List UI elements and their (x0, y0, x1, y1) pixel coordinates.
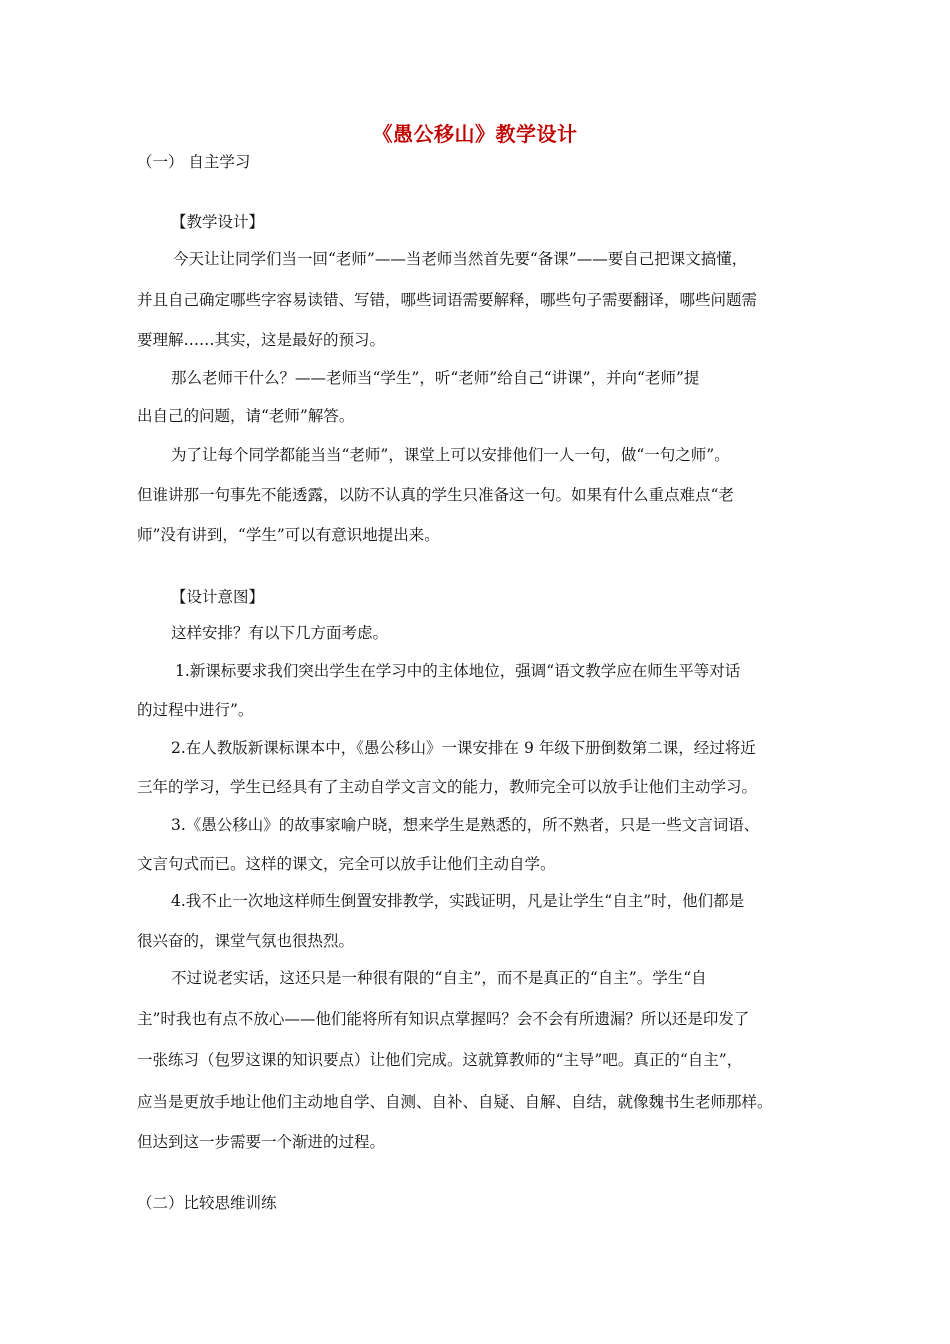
list-item-line: 文言句式而已。这样的课文，完全可以放手让他们主动自学。 (137, 855, 556, 873)
list-item-line: 1.新课标要求我们突出学生在学习中的主体地位，强调“语文教学应在师生平等对话 (175, 662, 741, 680)
paragraph-line: 要理解……其实，这是最好的预习。 (137, 331, 386, 349)
paragraph-line: 应当是更放手地让他们主动地自学、自测、自补、自疑、自解、自结，就像魏书生老师那样。 (137, 1093, 773, 1111)
list-item-line: 的过程中进行”。 (137, 701, 254, 719)
paragraph-line: 师”没有讲到，“学生”可以有意识地提出来。 (137, 526, 440, 544)
section-heading-comparison: （二）比较思维训练 (137, 1194, 277, 1212)
paragraph-line: 主”时我也有点不放心——他们能将所有知识点掌握吗？会不会有所遗漏？所以还是印发了 (137, 1010, 750, 1028)
list-item-line: 很兴奋的，课堂气氛也很热烈。 (137, 932, 355, 950)
list-item-line: 3.《愚公移山》的故事家喻户晓，想来学生是熟悉的，所不熟者，只是一些文言词语、 (171, 816, 760, 834)
paragraph-line: 但达到这一步需要一个渐进的过程。 (137, 1133, 386, 1151)
list-item-line: 三年的学习，学生已经具有了主动自学文言文的能力，教师完全可以放手让他们主动学习。 (137, 778, 758, 796)
paragraph-line: 这样安排？有以下几方面考虑。 (171, 624, 389, 642)
paragraph-line: 并且自己确定哪些字容易读错、写错，哪些词语需要解释，哪些句子需要翻译，哪些问题需 (137, 291, 758, 309)
paragraph-line: 一张练习（包罗这课的知识要点）让他们完成。这就算教师的“主导”吧。真正的“自主”， (137, 1051, 743, 1069)
section-heading-self-study: （一） 自主学习 (137, 153, 251, 171)
list-item-line: 4.我不止一次地这样师生倒置安排教学，实践证明，凡是让学生“自主”时，他们都是 (171, 892, 745, 910)
paragraph-line: 今天让让同学们当一回“老师”——当老师当然首先要“备课”——要自己把课文搞懂， (173, 250, 748, 268)
teaching-design-label: 【教学设计】 (171, 213, 265, 231)
paragraph-line: 不过说老实话，这还只是一种很有限的“自主”，而不是真正的“自主”。学生“自 (171, 969, 707, 987)
paragraph-line: 出自己的问题，请“老师”解答。 (137, 407, 355, 425)
paragraph-line: 但谁讲那一句事先不能透露，以防不认真的学生只准备这一句。如果有什么重点难点“老 (137, 486, 734, 504)
list-item-line: 2.在人教版新课标课本中，《愚公移山》一课安排在 9 年级下册倒数第二课，经过将近 (171, 739, 756, 757)
design-intent-label: 【设计意图】 (171, 588, 265, 606)
paragraph-line: 那么老师干什么？——老师当“学生”，听“老师”给自己“讲课”，并向“老师”提 (171, 369, 700, 387)
paragraph-line: 为了让每个同学都能当当“老师”，课堂上可以安排他们一人一句，做“一句之师”。 (171, 446, 730, 464)
document-title: 《愚公移山》教学设计 (372, 122, 578, 146)
